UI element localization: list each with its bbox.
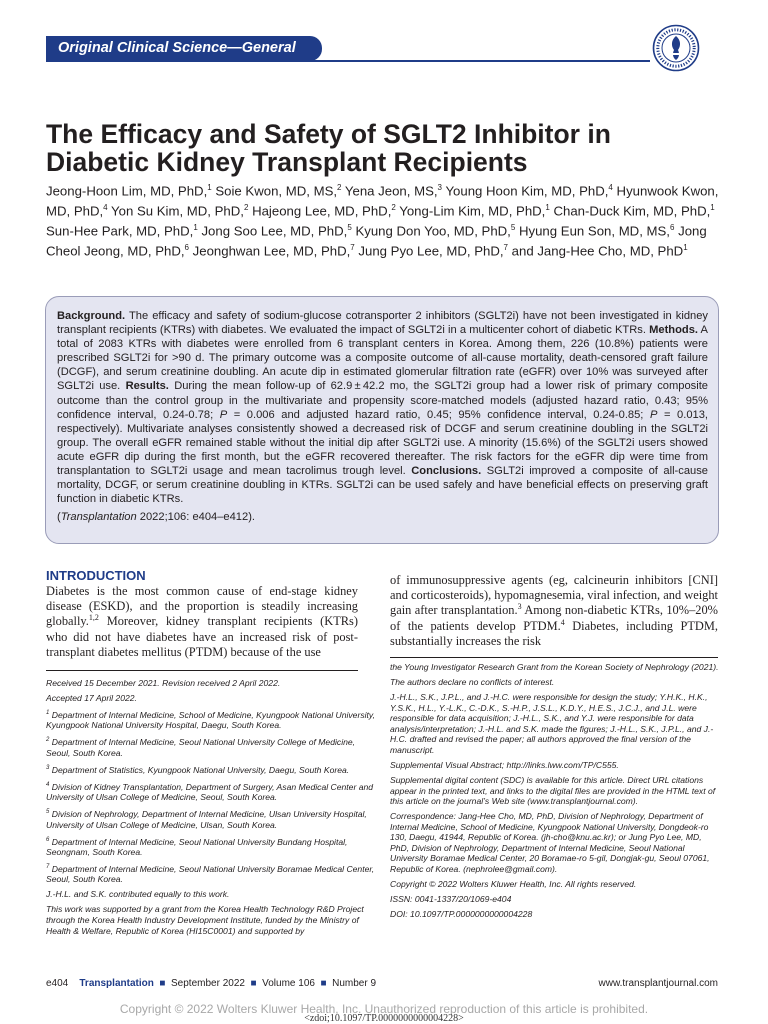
doi-stamp: <zdoi;10.1097/TP.0000000000004228> [304,1013,464,1024]
author-affiliation: 4 [103,202,108,212]
author-affiliation: 1 [545,202,550,212]
abstract-citation: (Transplantation 2022;106: e404–e412). [57,511,256,524]
author-name: Jong Soo Lee, MD, PhD, [201,223,348,239]
intro-right-text-3: Diabetes, including PTDM, substantially increases the risk [390,618,718,648]
author-name: Hyunwook Kwon, MD, PhD, [46,183,719,219]
banner-rule [46,60,650,62]
author-name: Hajeong Lee, MD, PhD, [252,203,392,219]
journal-website: www.transplantjournal.com [598,978,718,989]
footnote [390,677,720,688]
introduction-heading: INTRODUCTION [46,568,146,583]
footnote-text: Supplemental Visual Abstract; http://links.lww.com/TP/C555. [390,759,619,770]
footnote-marker: 6 [46,836,50,843]
footnote [46,835,376,858]
footnote-text: Supplemental digital content (SDC) is available for this article. Direct URL citations appear in the printed text, and links to the digital files are provided in the HTML text of this article on the journal’s Web site (www.transplantjournal.com). [390,774,716,807]
author-affiliation: 2 [337,183,342,192]
footnote [390,760,720,771]
author-name: Hyung Eun Son, MD, MS, [518,223,670,239]
author-affiliation: 2 [243,202,249,212]
footnote-marker: 3 [46,764,50,771]
footnote [46,889,376,900]
society-seal-icon [652,24,700,72]
footnote [46,735,376,758]
citation-ref: 1,2 [88,613,99,623]
conclusions-text: SGLT2i improved a composite of all-cause mortality, DCGF, or serum creatinine doubling in KTRs. SGLT2i can be used safely and have beneficial effects on preserving graft function in diabetic KTRs. [57,465,708,506]
citation-ref: 3 [517,602,522,612]
footnote [390,894,720,905]
intro-right-text-1: of immunosuppressive agents (eg, calcineurin inhibitors [CNI] and corticosteroids), hypomagnesemia, viral infection, and weight gain after transplantation. [390,573,718,618]
author-affiliation: 6 [184,242,189,252]
footnote-text: Department of Internal Medicine, Seoul National University College of Medicine, Seoul, South Korea. [46,737,356,758]
footnote [46,862,376,885]
footnote-text: Received 15 December 2021. Revision received 2 April 2022. [46,678,281,688]
title-line-2: Diabetic Kidney Transplant Recipients [46,147,528,177]
footnote [390,692,720,756]
issue-date: September 2022 [171,978,245,989]
results-p-value-1: P [219,408,228,421]
background-label: Background. [57,310,126,322]
footnote-text: This work was supported by a grant from the Korea Health Technology R&D Project through the Korea Health Industry Development Institute, funded by the Ministry of Health & Welfare, Republic of Korea (HI15C0001) and supported by [46,904,364,936]
footnote-text: Copyright © 2022 Wolters Kluwer Health, Inc. All rights reserved. [390,879,637,890]
author-name: Jeong-Hoon Lim, MD, PhD, [46,183,208,199]
left-footnotes [46,678,376,941]
author-affiliation: 1 [710,202,715,212]
footnote [46,904,376,936]
author-affiliation: 2 [391,202,396,212]
footer-left [46,978,376,989]
left-notes-rule [46,670,358,671]
results-text-2: = 0.006 and adjusted hazard ratio, 0.45; 95% confidence interval, 0.24-0.85; [227,408,650,421]
footnote-text: Department of Internal Medicine, Seoul National University Boramae Medical Center, Seoul, South Korea. [46,863,375,885]
author-affiliation: 3 [437,183,442,192]
footnote-text: Department of Internal Medicine, Seoul National University Bundang Hospital, Seongnam, South Korea. [46,836,348,858]
citation-ref: 4 [560,617,565,627]
author-affiliation: 7 [503,242,508,252]
author-affiliation: 1 [193,222,198,232]
footnote-marker: 7 [46,864,50,870]
author-name: Yon Su Kim, MD, PhD, [111,203,244,219]
footnote [390,811,720,875]
author-affiliation: 1 [207,183,212,192]
author-name: Jeonghwan Lee, MD, PhD, [192,243,351,259]
copyright-watermark: Copyright © 2022 Wolters Kluwer Health, Inc. Unauthorized reproduction of this article is prohibited. [119,1002,649,1016]
title-line-1: The Efficacy and Safety of SGLT2 Inhibitor in [46,119,611,149]
right-notes-rule [390,657,718,658]
author-name: Kyung Don Yoo, MD, PhD, [355,223,511,239]
footnote-text: the Young Investigator Research Grant from the Korean Society of Nephrology (2021). [390,662,719,672]
section-banner: Original Clinical Science—General [46,36,322,61]
author-affiliation: 1 [683,242,688,252]
page-footer [46,978,718,992]
footnote [46,678,376,689]
citation-details: 2022;106: e404–e412). [136,511,256,524]
intro-left-text-2: Moreover, kidney transplant recipients (KTRs) who did not have diabetes have an increased risk of post-transplant diabetes mellitus (PTDM) because of the use [46,614,358,659]
methods-text: A total of 2083 KTRs with diabetes were enrolled from 6 transplant centers in Korea. Among them, 226 (10.8%) patients were prescribed SGLT2i for >90 d. The primary outcome was a composite outcome of all-cause mortality, death-censored graft failure (DCGF), and serum creatinine doubling. An acute dip in estimated glomerular filtration rate (eGFR) over 10% was surveyed after SGLT2i use. [57,324,708,393]
volume: Volume 106 [262,978,315,989]
author-name: Jong Cheol Jeong, MD, PhD, [46,223,707,259]
footnote-text: The authors declare no conflicts of interest. [390,676,555,687]
author-name: Chan-Duck Kim, MD, PhD, [553,203,711,219]
introduction-right-column [390,573,718,649]
footnote-text: J.-H.L., S.K., J.P.L., and J.-H.C. were responsible for design the study; Y.H.K., H.K., Y.S.K., H.L., Y.-L.K., C.-D.K., S.-H.P., J.S.L., K.D.Y., H.E.S., J.C.J., and J.L. were responsible for data acquisition; J.-H.L., S.K., and Y.J. were responsible for data analysis/interpretation; J.-H.L. and S.K. made the figures; J.-H.L., S.K., J.P.L., and J.-H.C. drafted and revised the paper; all authors approved the final version of the manuscript. [390,691,714,755]
footnote-text: Department of Internal Medicine, School of Medicine, Kyungpook National University, Kyungpook National University Hospital, Daegu, South Korea. [46,709,375,731]
footnote [46,708,376,731]
footnote [46,763,376,775]
methods-label: Methods. [649,324,698,337]
author-name: Yong-Lim Kim, MD, PhD, [399,203,546,219]
author-name: Yena Jeon, MS, [344,183,438,199]
footnote-text: Correspondence: Jang-Hee Cho, MD, PhD, Division of Nephrology, Department of Internal Medicine, School of Medicine, Kyungpook National University, Dongdeok-ro 130, Daegu, 41944, Republic of Korea. (jh-cho@knu.ac.kr); or Jung Pyo Lee, MD, PhD, Division of Nephrology, Department of Internal Medicine, Seoul National University Boramae Medical Center, 20 Boramae-ro 5-gil, Dongjak-gu, Seoul 07061, Republic of Korea. (nephrolee@gmail.com). [390,811,710,875]
conclusions-label: Conclusions. [411,465,482,478]
introduction-left-column [46,584,358,660]
footnote-text: DOI: 10.1097/TP.0000000000004228 [390,909,533,919]
author-name: Jung Pyo Lee, MD, PhD, [358,243,504,259]
footnote [390,775,720,807]
intro-left-text-1: Diabetes is the most common cause of end-stage kidney disease (ESKD), and the proportion is steadily increasing globally. [46,584,358,629]
footer-separator: ■ [317,978,330,989]
footnote [46,693,376,704]
footer-separator: ■ [247,978,260,989]
footnote-marker: 5 [46,809,50,816]
author-affiliation: 5 [347,222,352,232]
abstract-body [57,309,708,506]
issue-number: Number 9 [332,978,377,989]
results-text-3: = 0.013, respectively). Multivariate analyses consistently showed a decreased risk of DCGF and serum creatinine doubling in the SGLT2i group. The overall eGFR remained stable without the initial dip after SGLT2i use. A minority (15.6%) of the SGLT2i users showed acute eGFR dip during the first month, but the eGFR recovered thereafter. The risk factors for the eGFR dip were time from transplantation to SGLT2i usage and mean tacrolimus trough level. [57,408,709,478]
author-affiliation: 6 [669,222,675,232]
footnote [390,662,720,673]
footnote-marker: 2 [46,737,50,744]
author-list [46,180,722,260]
footnote-text: Division of Kidney Transplantation, Department of Surgery, Asan Medical Center and University of Ulsan College of Medicine, Seoul, South Korea. [46,781,374,803]
author-name: and Jang-Hee Cho, MD, PhD [511,243,684,259]
footnote-text: ISSN: 0041-1337/20/1069-e404 [390,894,512,905]
journal-name: Transplantation [79,978,154,989]
article-title [46,120,706,176]
footnote-marker: 4 [46,781,50,788]
results-p-value-2: P [649,408,658,421]
intro-right-text-2: Among non-diabetic KTRs, 10%–20% of the patients develop PTDM. [390,603,718,633]
footnote [46,807,376,830]
citation-journal: Transplantation [60,511,137,524]
footnote [390,909,720,920]
results-text-1: During the mean follow-up of 62.9 ± 42.2 mo, the SGLT2i group had a lower risk of primary composite outcome than the control group in the multivariate and propensity score-matched models (adjusted hazard ratio, 0.43; 95% confidence interval, 0.24-0.78; [57,380,708,421]
page-number: e404 [46,978,69,989]
abstract-box [45,296,719,544]
author-name: Young Hoon Kim, MD, PhD, [445,183,609,199]
right-footnotes [390,662,720,924]
results-label: Results. [125,380,169,393]
author-affiliation: 5 [510,222,516,232]
author-name: Soie Kwon, MD, MS, [215,183,338,199]
author-name: Sun-Hee Park, MD, PhD, [46,223,194,239]
footnote [390,879,720,890]
footnote-text: J.-H.L. and S.K. contributed equally to this work. [46,889,230,900]
author-affiliation: 7 [350,242,355,252]
author-affiliation: 4 [608,183,613,192]
footnote [46,780,376,803]
footer-separator: ■ [156,978,169,989]
footnote-text: Department of Statistics, Kyungpook National University, Daegu, South Korea. [49,764,350,775]
footnote-text: Division of Nephrology, Department of Internal Medicine, Ulsan University Hospital, University of Ulsan College of Medicine, Ulsan, South Korea. [46,808,367,830]
background-text: The efficacy and safety of sodium-glucose cotransporter 2 inhibitors (SGLT2i) have not been investigated in kidney transplant recipients (KTRs) with diabetes. We evaluated the impact of SGLT2i in a multicenter cohort of diabetic KTRs. [57,310,708,337]
footnote-marker: 1 [46,709,50,716]
footnote-text: Accepted 17 April 2022. [46,692,137,703]
